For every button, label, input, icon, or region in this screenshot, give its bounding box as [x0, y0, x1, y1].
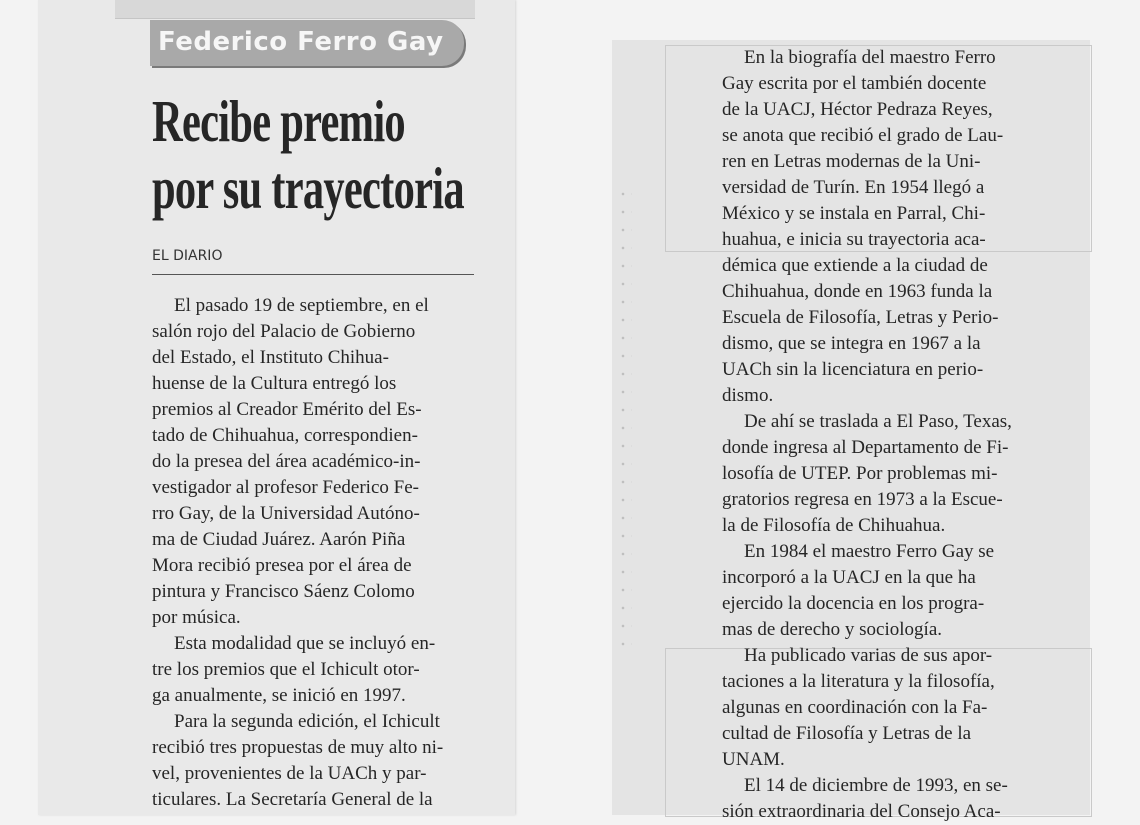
text-line: Para la segunda edición, el Ichicult	[174, 711, 440, 732]
text-line: incorporó a la UACJ en la que ha	[722, 567, 976, 588]
text-line: huahua, e inicia su trayectoria aca-	[722, 229, 986, 250]
text-line: rro Gay, de la Universidad Autóno-	[152, 503, 420, 524]
text-line: Ha publicado varias de sus apor-	[744, 645, 993, 666]
left-article-column	[152, 293, 443, 813]
text-line: del Estado, el Instituto Chihua-	[152, 347, 389, 368]
text-line: huense de la Cultura entregó los	[152, 373, 397, 394]
text-line: México y se instala en Parral, Chi-	[722, 203, 986, 224]
text-line: sión extraordinaria del Consejo Aca-	[722, 801, 1001, 822]
text-line: El pasado 19 de septiembre, en el	[174, 295, 429, 316]
text-line: Mora recibió presea por el área de	[152, 555, 412, 576]
text-line: premios al Creador Emérito del Es-	[152, 399, 422, 420]
text-line: ejercido la docencia en los progra-	[722, 593, 985, 614]
text-line: dismo.	[722, 385, 774, 406]
banner-label: Federico Ferro Gay	[158, 27, 444, 57]
text-line: dismo, que se integra en 1967 a la	[722, 333, 981, 354]
text-line: démica que extiende a la ciudad de	[722, 255, 988, 276]
text-line: algunas en coordinación con la Fa-	[722, 697, 988, 718]
text-line: ma de Ciudad Juárez. Aarón Piña	[152, 529, 406, 550]
text-line: El 14 de diciembre de 1993, en se-	[744, 775, 1008, 796]
text-line: la de Filosofía de Chihuahua.	[722, 515, 946, 536]
text-line: vel, provenientes de la UACh y par-	[152, 763, 427, 784]
text-line: do la presea del área académico-in-	[152, 451, 421, 472]
article-headline	[152, 88, 464, 222]
headline-line-2: por su trayectoria	[152, 155, 464, 221]
text-line: donde ingresa al Departamento de Fi-	[722, 437, 1009, 458]
text-line: pintura y Francisco Sáenz Colomo	[152, 581, 415, 602]
text-line: En la biografía del maestro Ferro	[744, 47, 996, 68]
text-line: ga anualmente, se inició en 1997.	[152, 685, 406, 706]
text-line: UNAM.	[722, 749, 785, 770]
text-line: Chihuahua, donde en 1963 funda la	[722, 281, 993, 302]
top-photo-strip	[115, 0, 475, 19]
text-line: por música.	[152, 607, 241, 628]
text-line: UACh sin la licenciatura en perio-	[722, 359, 984, 380]
text-line: Gay escrita por el también docente	[722, 73, 987, 94]
perforation-marks	[618, 185, 632, 655]
text-line: Esta modalidad que se incluyó en-	[174, 633, 436, 654]
byline: EL DIARIO	[152, 248, 223, 264]
text-line: losofía de UTEP. Por problemas mi-	[722, 463, 998, 484]
text-line: vestigador al profesor Federico Fe-	[152, 477, 419, 498]
text-line: tado de Chihuahua, correspondien-	[152, 425, 418, 446]
text-line: tre los premios que el Ichicult otor-	[152, 659, 420, 680]
right-article-column	[722, 45, 1012, 825]
text-line: En 1984 el maestro Ferro Gay se	[744, 541, 995, 562]
text-line: Escuela de Filosofía, Letras y Perio-	[722, 307, 999, 328]
text-line: versidad de Turín. En 1954 llegó a	[722, 177, 985, 198]
text-line: De ahí se traslada a El Paso, Texas,	[744, 411, 1012, 432]
text-line: gratorios regresa en 1973 a la Escue-	[722, 489, 1003, 510]
text-line: recibió tres propuestas de muy alto ni-	[152, 737, 444, 758]
text-line: salón rojo del Palacio de Gobierno	[152, 321, 416, 342]
headline-line-1: Recibe premio	[152, 88, 405, 154]
text-line: taciones a la literatura y la filosofía,	[722, 671, 995, 692]
text-line: mas de derecho y sociología.	[722, 619, 943, 640]
text-line: ticulares. La Secretaría General de la	[152, 789, 433, 810]
text-line: de la UACJ, Héctor Pedraza Reyes,	[722, 99, 993, 120]
text-line: cultad de Filosofía y Letras de la	[722, 723, 972, 744]
text-line: ren en Letras modernas de la Uni-	[722, 151, 981, 172]
byline-rule	[152, 274, 474, 275]
text-line: se anota que recibió el grado de Lau-	[722, 125, 1004, 146]
